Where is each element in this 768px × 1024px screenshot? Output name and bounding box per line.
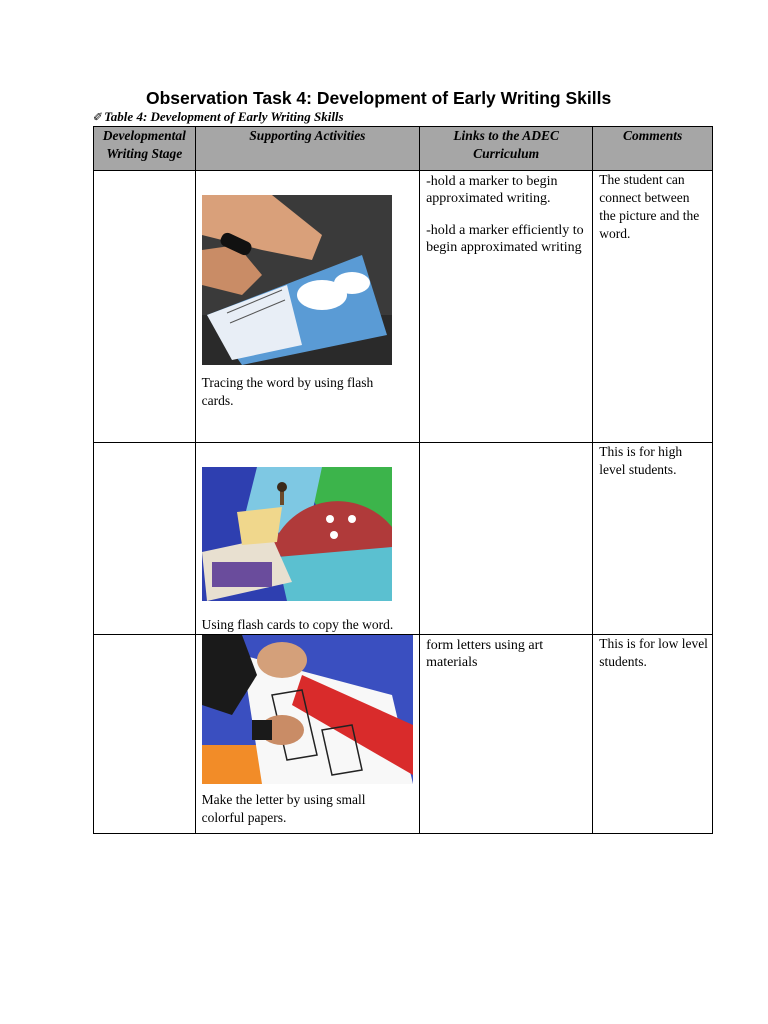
links-cell	[420, 171, 593, 443]
comment-cell	[593, 635, 713, 834]
header-comments: Comments	[593, 127, 713, 171]
flash-cards-photo-graphic	[202, 467, 392, 601]
page-title: Observation Task 4: Development of Early Writing Skills	[146, 88, 612, 108]
table-row	[94, 635, 713, 834]
comment-text: The student can connect between the picture and the word.	[599, 172, 700, 241]
header-links: Links to the ADEC Curriculum	[420, 127, 593, 171]
table-header-row	[94, 127, 713, 171]
curriculum-link-text: form letters using art materials	[426, 638, 544, 670]
links-cell	[420, 635, 593, 834]
tracing-photo-graphic	[202, 195, 392, 365]
table-row	[94, 171, 713, 443]
comment-cell	[593, 443, 713, 635]
stage-cell	[94, 171, 196, 443]
header-stage: Developmental Writing Stage	[94, 127, 196, 171]
curriculum-link-text: -hold a marker efficiently to begin approximated writing	[426, 223, 584, 255]
paperclip-icon: ✐	[93, 110, 104, 124]
stage-cell	[94, 443, 196, 635]
comment-text: This is for low level students.	[599, 636, 708, 669]
activity-cell	[195, 443, 419, 635]
header-activities: Supporting Activities	[195, 127, 419, 171]
letter-photo-graphic	[202, 635, 413, 784]
comment-text: This is for high level students.	[599, 444, 683, 477]
activity-text: Using flash cards to copy the word.	[201, 617, 394, 632]
table-row	[94, 443, 713, 635]
activity-text: Make the letter by using small colorful papers.	[201, 792, 366, 825]
writing-skills-table	[93, 126, 713, 834]
table-caption-text: Table 4: Development of Early Writing Skills	[104, 109, 344, 124]
activity-cell	[195, 171, 419, 443]
links-cell	[420, 443, 593, 635]
stage-cell	[94, 635, 196, 834]
comment-cell	[593, 171, 713, 443]
curriculum-link-text: -hold a marker to begin approximated writing.	[426, 174, 558, 206]
child-tracing-flash-card-photo	[202, 195, 392, 365]
table-caption	[93, 109, 693, 125]
child-making-letter-with-paper-photo	[202, 635, 413, 784]
activity-cell	[195, 635, 419, 834]
activity-text: Tracing the word by using flash cards.	[201, 375, 374, 408]
flash-cards-on-table-photo	[202, 467, 392, 601]
